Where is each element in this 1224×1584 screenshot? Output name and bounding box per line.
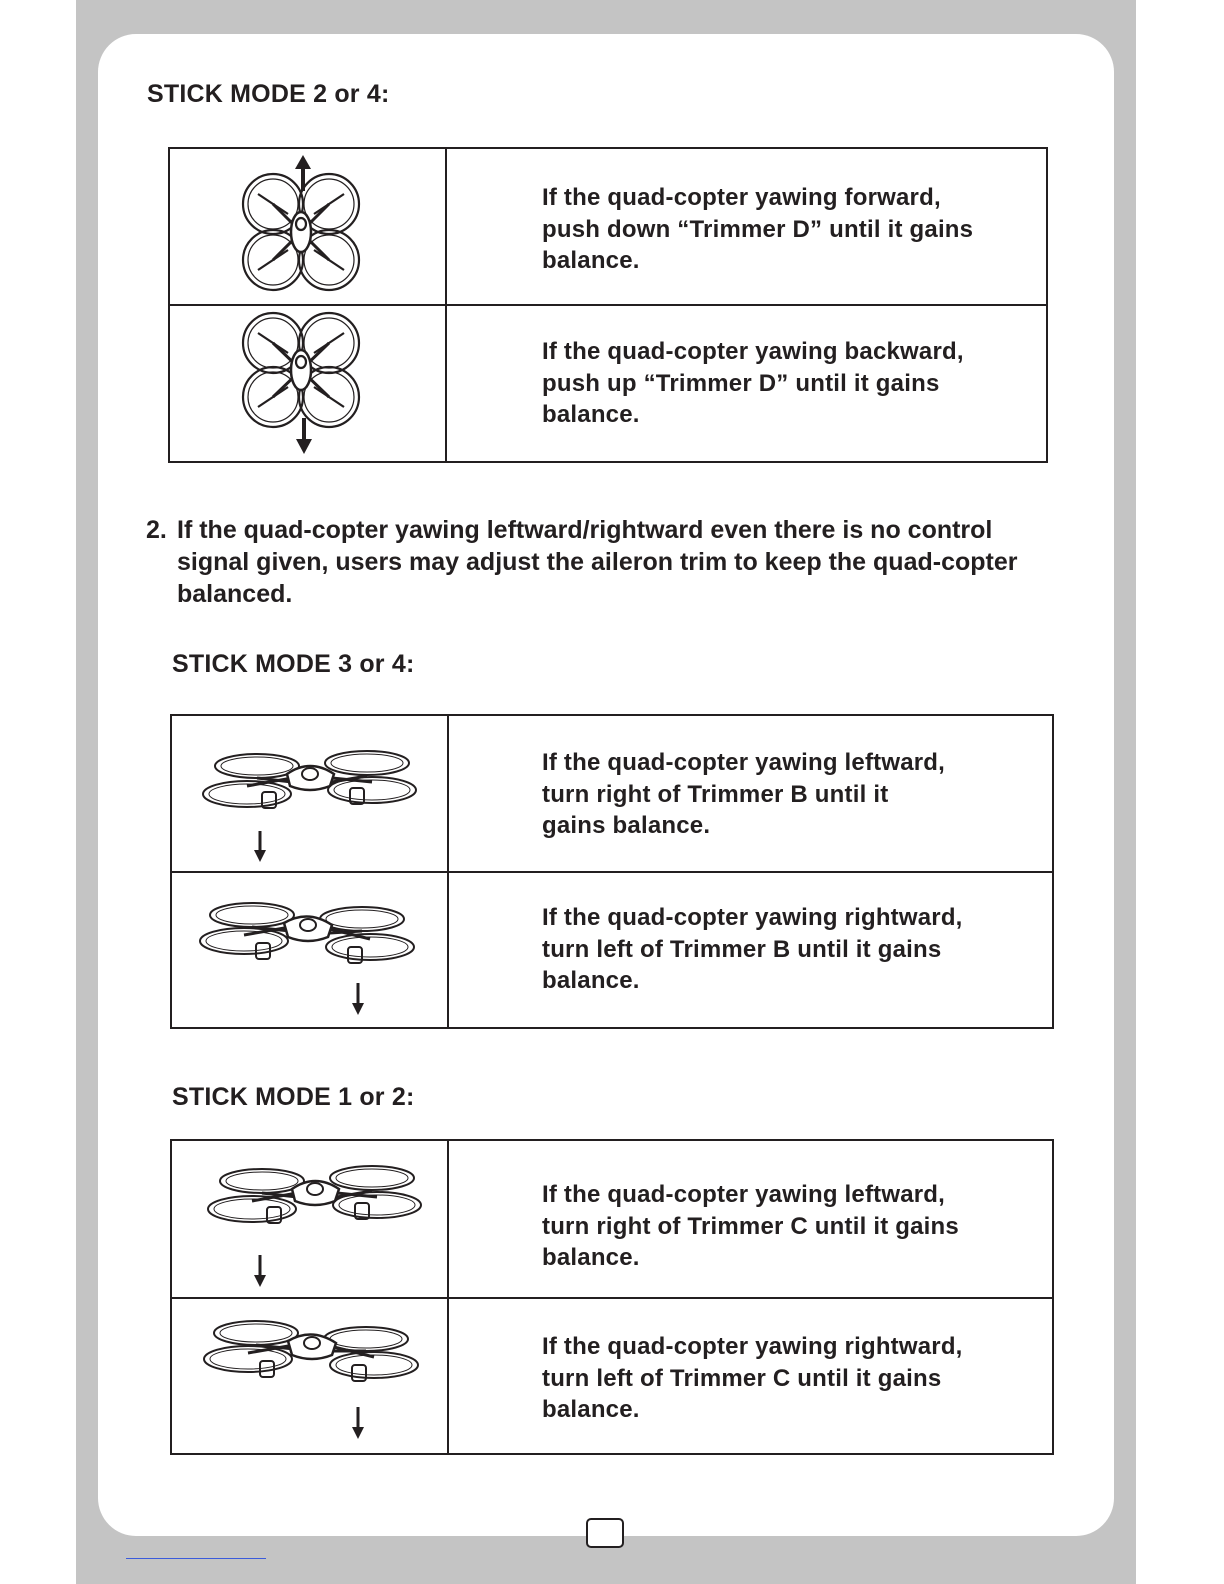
instruction-text: If the quad-copter yawing rightward, turn left of Trimmer B until it gains balance. [542, 904, 963, 994]
table-row [170, 149, 1046, 306]
table-row [172, 1299, 1052, 1453]
instruction-text: If the quad-copter yawing backward, push up “Trimmer D” until it gains balance. [542, 338, 964, 428]
trim-table-forward-backward [168, 147, 1048, 463]
trim-table-trimmer-c [170, 1139, 1054, 1455]
table-row [170, 306, 1046, 461]
section-heading-stick-mode-3-4: STICK MODE 3 or 4: [172, 650, 415, 678]
page-number-box [586, 1518, 624, 1548]
footer-link-line [126, 1558, 266, 1559]
quadcopter-top-view-arrow-up-icon [170, 149, 447, 304]
instruction-text: If the quad-copter yawing forward, push down “Trimmer D” until it gains balance. [542, 184, 974, 274]
instruction-text: If the quad-copter yawing leftward, turn right of Trimmer C until it gains balance. [542, 1181, 959, 1271]
quadcopter-tilted-right-arrow-down-icon [172, 1299, 449, 1453]
table-row [172, 1141, 1052, 1299]
quadcopter-tilted-left-arrow-down-icon [172, 716, 449, 871]
quadcopter-tilted-right-arrow-down-icon [172, 873, 449, 1027]
instruction-text: If the quad-copter yawing leftward, turn right of Trimmer B until it gains balance. [542, 749, 946, 839]
quadcopter-tilted-left-arrow-down-icon [172, 1141, 449, 1297]
section-heading-stick-mode-1-2: STICK MODE 1 or 2: [172, 1083, 415, 1111]
numbered-paragraph [146, 514, 1046, 610]
item-number: 2. [146, 516, 167, 544]
item-text: If the quad-copter yawing leftward/rightward even there is no control signal given, users may adjust the aileron trim to keep the quad-copter balanced. [177, 516, 1018, 608]
section-heading-stick-mode-2-4: STICK MODE 2 or 4: [147, 80, 390, 108]
quadcopter-top-view-arrow-down-icon [170, 306, 447, 461]
trim-table-trimmer-b [170, 714, 1054, 1029]
table-row [172, 716, 1052, 873]
instruction-text: If the quad-copter yawing rightward, turn left of Trimmer C until it gains balance. [542, 1333, 963, 1423]
table-row [172, 873, 1052, 1027]
